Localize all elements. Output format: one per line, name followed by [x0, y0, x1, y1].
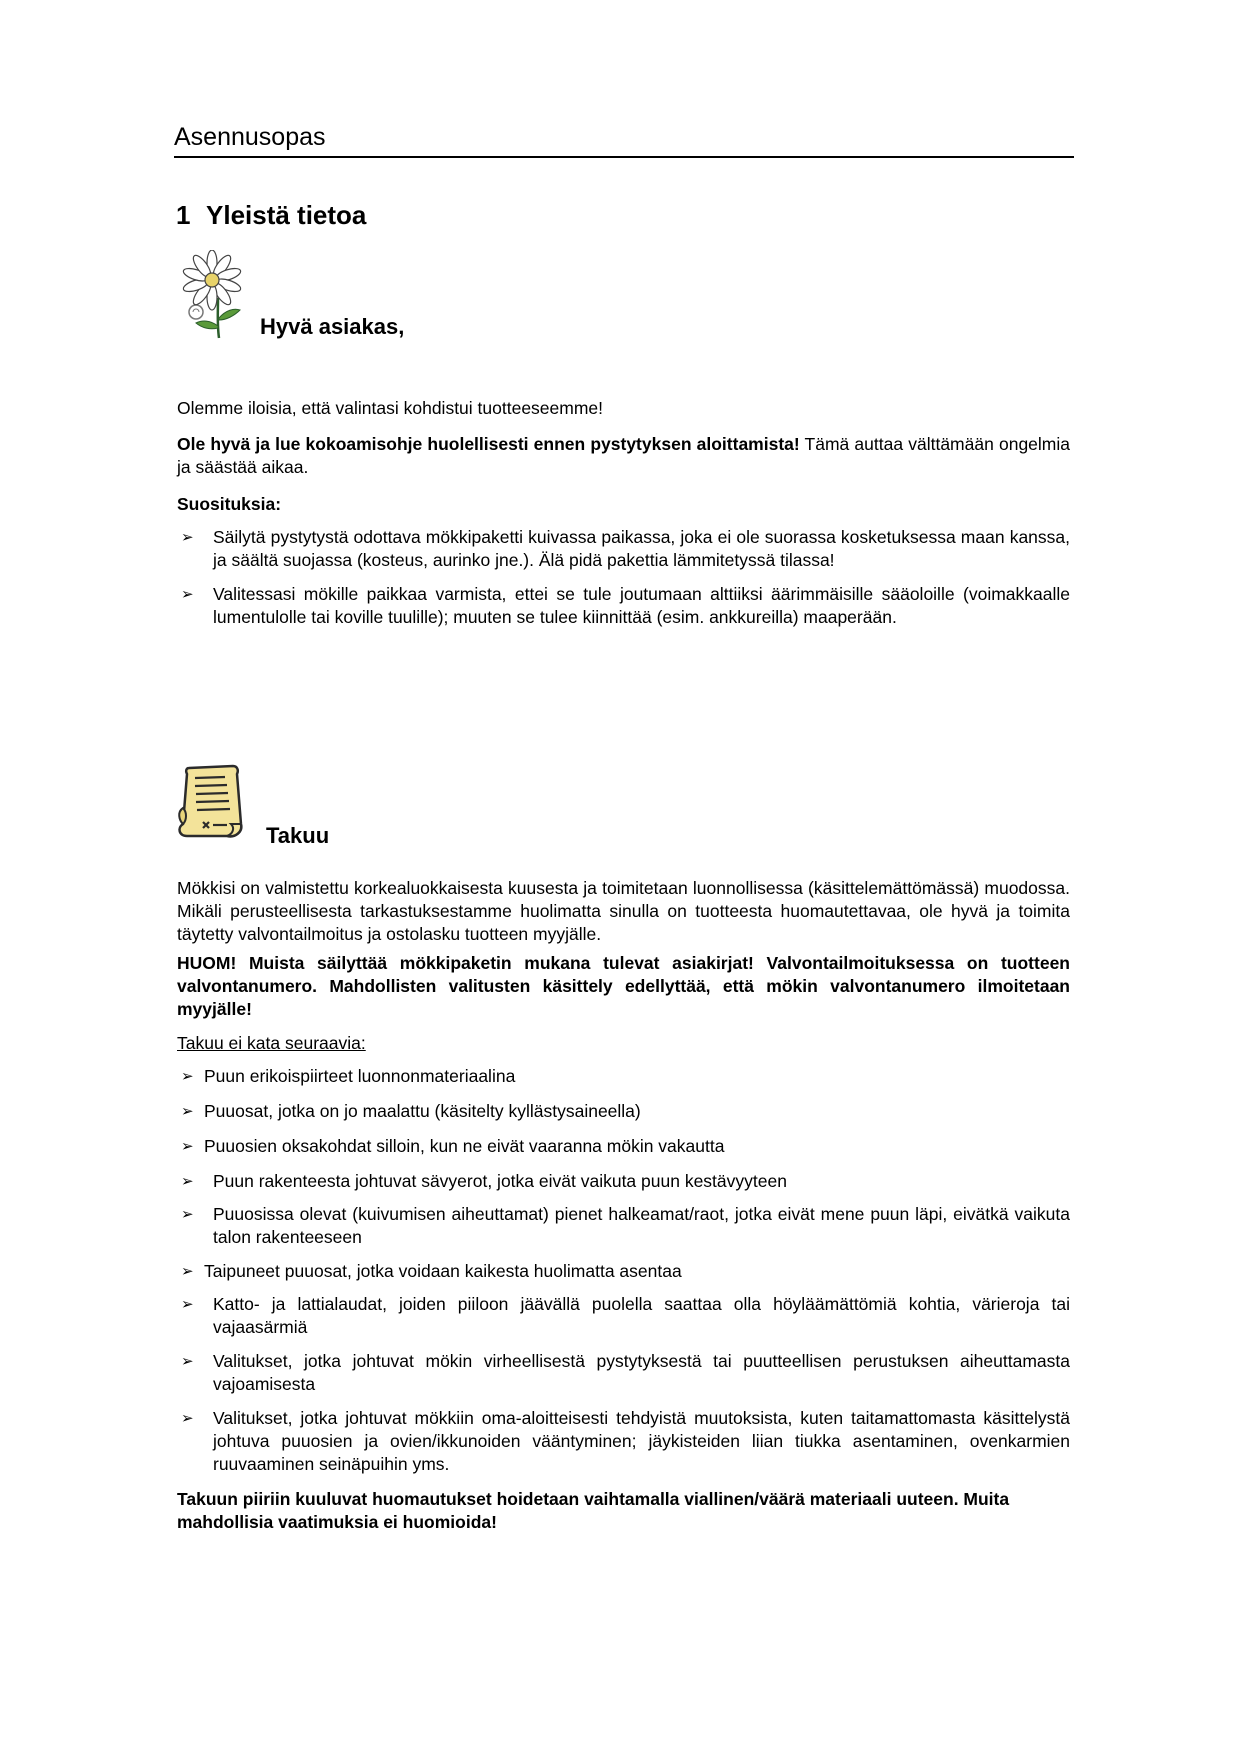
- exclusion-item: [177, 1350, 1070, 1396]
- recommendations-heading: Suosituksia:: [177, 494, 282, 514]
- warranty-intro: Mökkisi on valmistettu korkealuokkaisesta kuusesta ja toimitetaan luonnollisessa (käsittelemättömässä) muodossa. Mikäli perusteellisesta tarkastuksestamme huolimatta sinulla on tuotteesta huomautettavaa, ole hyvä ja toimita täytetty valvontailmoitus ja ostolasku tuotteen myyjälle.: [177, 878, 1070, 944]
- exclusion-text: Puuosissa olevat (kuivumisen aiheuttamat) pienet halkeamat/raot, jotka eivät mene puun läpi, eivätkä vaikuta talon rakenteeseen: [213, 1204, 1070, 1247]
- exclusion-item: [177, 1293, 1070, 1339]
- exclusion-text: Puun rakenteesta johtuvat sävyerot, jotka eivät vaikuta puun kestävyyteen: [213, 1171, 787, 1191]
- section-title: Yleistä tietoa: [206, 200, 367, 230]
- bullet-arrow-icon: ➢: [181, 1410, 194, 1427]
- exclusion-item: [177, 1100, 1070, 1123]
- intro-text: Olemme iloisia, että valintasi kohdistui tuotteeseemme!: [177, 398, 604, 418]
- exclusions-heading: Takuu ei kata seuraavia:: [177, 1033, 366, 1053]
- exclusion-text: Puuosien oksakohdat silloin, kun ne eivät vaaranna mökin vakautta: [204, 1136, 725, 1156]
- bullet-arrow-icon: ➢: [181, 529, 194, 546]
- warranty-heading: Takuu: [266, 823, 330, 848]
- exclusion-item: [177, 1203, 1070, 1249]
- bullet-arrow-icon: ➢: [181, 1068, 194, 1085]
- recommendation-item: [177, 583, 1070, 629]
- bullet-arrow-icon: ➢: [181, 1296, 194, 1313]
- exclusion-item: [177, 1407, 1070, 1476]
- instruction-paragraph: [177, 433, 1070, 479]
- recommendation-item: [177, 526, 1070, 572]
- exclusion-item: [177, 1135, 1070, 1158]
- section-heading: [176, 200, 366, 231]
- greeting-heading: Hyvä asiakas,: [260, 314, 405, 339]
- page-header: [174, 120, 1074, 158]
- bullet-arrow-icon: ➢: [181, 1138, 194, 1155]
- warranty-note: HUOM! Muista säilyttää mökkipaketin mukana tulevat asiakirjat! Valvontailmoituksessa on tuotteen valvontanumero. Mahdollisten valitusten käsittely edellyttää, että mökin valvontanumero ilmoitetaan myyjälle!: [177, 953, 1070, 1019]
- daisy-flower-icon: [174, 250, 256, 340]
- scroll-document-icon: [175, 762, 257, 842]
- warranty-closing: Takuun piiriin kuuluvat huomautukset hoidetaan vaihtamalla viallinen/väärä materiaali uuteen. Muita mahdollisia vaatimuksia ei huomioida!: [177, 1489, 1010, 1532]
- exclusion-text: Puun erikoispiirteet luonnonmateriaalina: [204, 1066, 516, 1086]
- document-title: Asennusopas: [174, 123, 326, 151]
- exclusion-text: Valitukset, jotka johtuvat mökin virheellisestä pystytyksestä tai puutteellisen perustuksen aiheuttamasta vajoamisesta: [213, 1351, 1070, 1394]
- exclusion-text: Katto- ja lattialaudat, joiden piiloon jäävällä puolella saattaa olla höyläämättömiä kohtia, värieroja tai vajaasärmiä: [213, 1294, 1070, 1337]
- instruction-rest: Tämä auttaa välttämään ongelmia ja säästää aikaa.: [177, 434, 1070, 477]
- bullet-arrow-icon: ➢: [181, 1173, 194, 1190]
- exclusion-text: Puuosat, jotka on jo maalattu (käsitelty kyllästysaineella): [204, 1101, 641, 1121]
- section-number: 1: [176, 200, 191, 230]
- recommendation-text: Valitessasi mökille paikkaa varmista, ettei se tule joutumaan alttiiksi äärimmäisille sääoloille (voimakkaalle lumentulolle tai koville tuulille); muuten se tulee kiinnittää (esim. ankkureilla) maaperään.: [213, 584, 1070, 627]
- instruction-bold: Ole hyvä ja lue kokoamisohje huolellisesti ennen pystytyksen aloittamista!: [177, 434, 800, 454]
- bullet-arrow-icon: ➢: [181, 586, 194, 603]
- bullet-arrow-icon: ➢: [181, 1263, 194, 1280]
- bullet-arrow-icon: ➢: [181, 1206, 194, 1223]
- bullet-arrow-icon: ➢: [181, 1103, 194, 1120]
- exclusion-text: Valitukset, jotka johtuvat mökkiin oma-aloitteisesti tehdyistä muutoksista, kuten taitamattomasta käsittelystä johtuva puuosien ja ovien/ikkunoiden vääntyminen; jäykisteiden liian tiukka asentaminen, ovenkarmien ruuvaaminen seinäpuihin yms.: [213, 1408, 1070, 1474]
- exclusion-item: [177, 1065, 1070, 1088]
- exclusion-item: [177, 1260, 1070, 1283]
- exclusion-item: [177, 1170, 1070, 1193]
- recommendation-text: Säilytä pystytystä odottava mökkipaketti kuivassa paikassa, joka ei ole suorassa kosketuksessa maan kanssa, ja säältä suojassa (kosteus, aurinko jne.). Älä pidä pakettia lämmitetyssä tilassa!: [213, 527, 1070, 570]
- exclusion-text: Taipuneet puuosat, jotka voidaan kaikesta huolimatta asentaa: [204, 1261, 682, 1281]
- bullet-arrow-icon: ➢: [181, 1353, 194, 1370]
